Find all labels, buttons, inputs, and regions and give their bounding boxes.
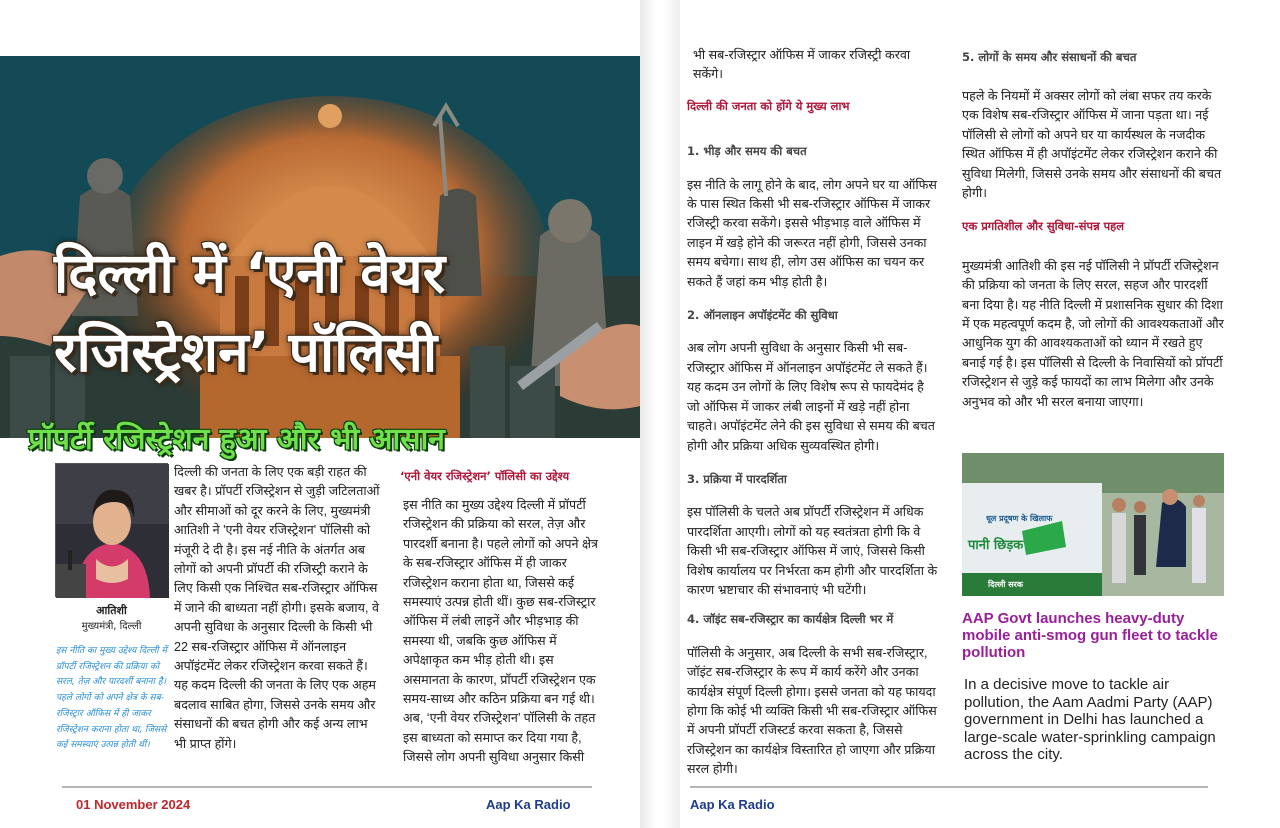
footer-rule-right (690, 786, 1208, 788)
photo-banner-line3: दिल्ली सरक (988, 580, 1024, 589)
benefits-heading: दिल्ली की जनता को होंगे ये मुख्य लाभ (687, 98, 850, 113)
news-photo (962, 453, 1224, 596)
hero-banner (0, 56, 640, 457)
portrait-name: आतिशी (96, 604, 127, 617)
hero-subtitle: प्रॉपर्टी रजिस्ट्रेशन हुआ और भी आसान (28, 422, 445, 457)
photo-banner-line1: धूल प्रदूषण के खिलाफ (986, 514, 1053, 523)
hero-title (54, 234, 524, 392)
benefit-2-title: 2. ऑनलाइन अपॉइंटमेंट की सुविधा (687, 308, 838, 323)
news-headline: AAP Govt launches heavy-duty mobile anti-smog gun fleet to tackle pollution (962, 610, 1218, 661)
benefit-3-title: 3. प्रक्रिया में पारदर्शिता (687, 471, 787, 486)
photo-banner-line2: पानी छिड़क (968, 538, 1024, 553)
news-body: In a decisive move to tackle air pollution, the Aam Aadmi Party (AAP) government in Delhi has launched a large-scale water-sprinkling campaign across the city. (964, 676, 1216, 763)
pull-quote: इस नीति का मुख्य उद्देश्य दिल्ली में प्रॉपर्टी रजिस्ट्रेशन की प्रक्रिया को सरल, तेज़ और पारदर्शी बनाना है। पहले लोगों को अपने क्षेत्र के सब-रजिस्ट्रार ऑफिस में ही जाकर रजिस्ट्रेशन कराना होता था, जिससे कई समस्याएं उत्पन्न होती थीं। (56, 646, 167, 751)
footer-date: 01 November 2024 (76, 797, 191, 812)
benefit-3-text: इस पॉलिसी के चलते अब प्रॉपर्टी रजिस्ट्रेशन में अधिक पारदर्शिता आएगी। लोगों को यह स्वतंत्रता होगी कि वे किसी भी सब-रजिस्ट्रार ऑफिस में जाएं, जिससे किसी विशेष कार्यालय पर निर्भरता कम होगी और पारदर्शिता के कारण भ्रष्टाचार की संभावनाएं भी घटेंगी। (687, 505, 938, 597)
column-three (687, 46, 939, 780)
progressive-text: मुख्यमंत्री आतिशी की इस नई पॉलिसी ने प्रॉपर्टी रजिस्ट्रेशन की प्रक्रिया को जनता के लिए सरल, सहज और पारदर्शी बना दिया है। यह नीति दिल्ली में प्रशासनिक सुधार की दिशा में एक महत्वपूर्ण कदम है, जो लोगों की आवश्यकताओं और आधुनिक युग की आवश्यकताओं को ध्यान में रखते हुए बनाई गई है। इस पॉलिसी से दिल्ली के निवासियों को प्रॉपर्टी रजिस्ट्रेशन से जुड़े कई फायदों का लाभ मिलेगा और उनके अनुभव को और भी सरल बनाया जाएगा। (962, 258, 1224, 409)
purpose-heading: ‘एनी वेयर रजिस्ट्रेशन’ पॉलिसी का उद्देश्य (400, 469, 570, 483)
benefit-1-text: इस नीति के लागू होने के बाद, लोग अपने घर या ऑफिस के पास स्थित किसी भी सब-रजिस्ट्रार ऑफिस में जाकर रजिस्ट्री करवा सकेंगे। इससे भीड़भाड़ वाले ऑफिस में लाइन में खड़े होने की जरूरत नहीं होगी, जिससे उनका समय बचेगा। साथ ही, लोग उस ऑफिस का चयन कर सकते हैं जहां कम भीड़ होती है। (687, 177, 937, 289)
intro-paragraph: दिल्ली की जनता के लिए एक बड़ी राहत की खबर है। प्रॉपर्टी रजिस्ट्रेशन से जुड़ी जटिलताओं और सीमाओं को दूर करने के लिए, मुख्यमंत्री आतिशी ने 'एनी वेयर रजिस्ट्रेशन' पॉलिसी को मंजूरी दे दी है। इस नई नीति के अंतर्गत अब लोगों को अपनी प्रॉपर्टी की रजिस्ट्री कराने के लिए किसी एक निश्चित सब-रजिस्ट्रार ऑफिस में जाने की बाध्यता नहीं होगी। इसके बजाय, वे अपनी सुविधा के अनुसार दिल्ली के किसी भी 22 सब-रजिस्ट्रार ऑफिस में ऑनलाइन अपॉइंटमेंट लेकर रजिस्ट्रेशन करवा सकते हैं। यह कदम दिल्ली की जनता के लिए एक अहम बदलाव साबित होगा, जिससे उनके समय और संसाधनों की बचत होगी और कई अन्य लाभ भी प्राप्त होंगे। (174, 465, 380, 751)
footer-brand-left: Aap Ka Radio (486, 797, 571, 812)
progressive-heading: एक प्रगतिशील और सुविधा-संपन्न पहल (962, 219, 1125, 234)
footer-rule-left (62, 786, 592, 788)
benefit-4-title: 4. जॉइंट सब-रजिस्ट्रार का कार्यक्षेत्र दिल्ली भर में (687, 612, 894, 627)
column-four (962, 87, 1224, 412)
page-gutter (640, 0, 680, 828)
benefit-5-title: 5. लोगों के समय और संसाधनों की बचत (962, 50, 1137, 64)
benefit-2-text: अब लोग अपनी सुविधा के अनुसार किसी भी सब-रजिस्ट्रार ऑफिस में ऑनलाइन अपॉइंटमेंट ले सकते हैं। यह कदम उन लोगों के लिए विशेष रूप से फायदेमंद है जो ऑफिस में जाकर लंबी लाइनों में खड़े नहीं होना चाहते। अपॉइंटमेंट लेने की इस सुविधा से समय की बचत होगी और प्रक्रिया अधिक सुव्यवस्थित होगी। (687, 341, 935, 453)
portrait-photo (55, 463, 168, 597)
benefit-4-text: पॉलिसी के अनुसार, अब दिल्ली के सभी सब-रजिस्ट्रार, जॉइंट सब-रजिस्ट्रार के रूप में कार्य करेंगे और उनका कार्यक्षेत्र संपूर्ण दिल्ली होगा। इससे जनता को यह फायदा होगा कि कोई भी व्यक्ति किसी भी सब-रजिस्ट्रार ऑफिस में अपनी प्रॉपर्टी रजिस्टर्ड करवा सकता है, जिससे रजिस्ट्रेशन का कार्यक्षेत्र विस्तारित हो जाएगा और प्रक्रिया सरल होगी। (687, 645, 937, 777)
benefit-1-title: 1. भीड़ और समय की बचत (687, 144, 807, 159)
benefit-5-text: पहले के नियमों में अक्सर लोगों को लंबा सफर तय करके एक विशेष सब-रजिस्ट्रार ऑफिस में जाना पड़ता था। नई पॉलिसी से लोगों को अपने घर या कार्यस्थल के नजदीक स्थित ऑफिस में ही अपॉइंटमेंट लेकर रजिस्ट्रेशन कराने की सुविधा मिलेगी, जिससे उनके समय और संसाधनों की बचत होगी। (962, 89, 1222, 201)
footer-brand-right: Aap Ka Radio (690, 797, 775, 812)
purpose-paragraph: इस नीति का मुख्य उद्देश्य दिल्ली में प्रॉपर्टी रजिस्ट्रेशन की प्रक्रिया को सरल, तेज़ और पारदर्शी बनाना है। पहले लोगों को अपने क्षेत्र के सब-रजिस्ट्रार ऑफिस में ही जाकर रजिस्ट्रेशन कराना होता था, जिससे कई समस्याएं उत्पन्न होती थीं। कुछ सब-रजिस्ट्रार ऑफिस में लंबी लाइनें और भीड़भाड़ की समस्या थी, जबकि कुछ ऑफिस में अपेक्षाकृत कम भीड़ होती थी। इस असमानता के कारण, प्रॉपर्टी रजिस्ट्रेशन एक समय-साध्य और कठिन प्रक्रिया बन गई थी। अब, ‘एनी वेयर रजिस्ट्रेशन’ पॉलिसी के तहत इस बाध्यता को समाप्त कर दिया गया है, जिससे लोग अपनी सुविधा अनुसार किसी (403, 498, 598, 765)
purpose-continued: भी सब-रजिस्ट्रार ऑफिस में जाकर रजिस्ट्री करवा सकेंगे। (693, 48, 911, 82)
hero-title-line1: दिल्ली में ‘एनी वेयर (54, 241, 446, 305)
hero-title-line2: रजिस्ट्रेशन’ पॉलिसी (54, 320, 438, 384)
portrait-role: मुख्यमंत्री, दिल्ली (81, 621, 142, 632)
